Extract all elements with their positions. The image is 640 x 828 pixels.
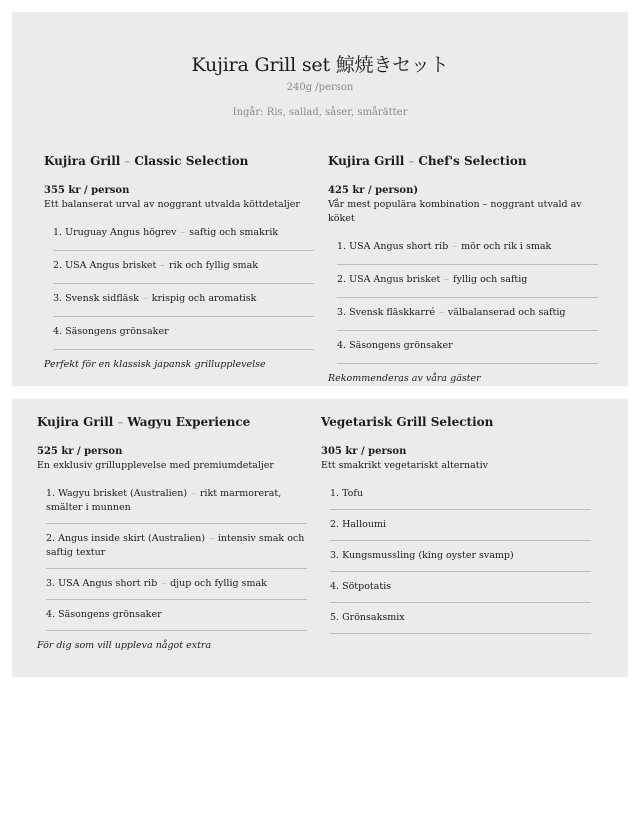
dish-item — [330, 479, 591, 510]
included-sides: Ingår: Ris, sallad, såser, smårätter — [232, 107, 408, 118]
dish-note: krispig och aromatisk — [151, 293, 257, 304]
dish-item — [330, 541, 591, 572]
section-footer-note: Rekommenderas av våra gäster — [328, 373, 481, 384]
page-title: Kujira Grill set 鯨焼きセット — [191, 54, 449, 76]
dish-name: 1. USA Angus short rib — [337, 241, 449, 252]
dish-separator: – — [161, 578, 167, 589]
section-description: Ett balanserat urval av noggrant utvalda köttdetaljer — [44, 199, 300, 210]
dish-list — [321, 479, 591, 634]
section-price: 355 kr / person — [44, 185, 130, 196]
dish-name: 3. Kungsmussling (king oyster svamp) — [330, 550, 514, 561]
dish-note: mör och rik i smak — [461, 241, 552, 252]
dish-name: 1. Wagyu brisket (Australien) — [46, 488, 188, 499]
dish-separator: – — [439, 307, 444, 318]
section-footer-note: Perfekt för en klassisk japansk grillupplevelse — [44, 359, 266, 370]
dish-note: rik och fyllig smak — [169, 260, 258, 271]
section-name: Kujira Grill — [44, 154, 121, 168]
section-description: Vår mest populära kombination – noggrant utvald av köket — [328, 199, 582, 224]
section-price: 305 kr / person — [321, 446, 407, 457]
section-price: 525 kr / person — [37, 446, 123, 457]
title-separator: – — [117, 415, 124, 429]
dish-list — [44, 218, 314, 350]
menu-section — [321, 411, 591, 634]
section-subtitle: Chef's Selection — [418, 154, 527, 168]
dish-note: rikt marmorerat, smälter i munnen — [46, 488, 282, 513]
section-title — [37, 411, 307, 433]
menu-section — [328, 150, 598, 386]
section-name: Kujira Grill — [328, 154, 405, 168]
menu-section — [44, 150, 314, 372]
dish-separator: – — [444, 274, 450, 285]
dish-name: 5. Grönsaksmix — [330, 612, 405, 623]
dish-separator: – — [142, 293, 148, 304]
dish-name: 4. Säsongens grönsaker — [53, 326, 169, 337]
section-subtitle: Classic Selection — [134, 154, 249, 168]
dish-list — [37, 479, 307, 631]
section-footer-note: För dig som vill uppleva något extra — [37, 640, 212, 651]
dish-item — [337, 298, 598, 331]
section-title — [321, 411, 591, 433]
dish-name: 3. Svensk sidfläsk — [53, 293, 139, 304]
dish-name: 2. USA Angus brisket — [337, 274, 441, 285]
section-name: Kujira Grill — [37, 415, 114, 429]
dish-item — [53, 284, 314, 317]
dish-item — [330, 572, 591, 603]
dish-item — [337, 331, 598, 364]
section-title — [44, 150, 314, 172]
dish-separator: – — [209, 533, 214, 544]
dish-note: välbalanserad och saftig — [447, 307, 566, 318]
dish-item — [53, 251, 314, 284]
dish-separator: – — [191, 488, 196, 499]
portion-weight: 240g /person — [286, 82, 354, 93]
dish-name: 3. USA Angus short rib — [46, 578, 158, 589]
section-price: 425 kr / person) — [328, 185, 419, 196]
menu-section — [37, 411, 307, 653]
dish-name: 1. Tofu — [330, 488, 364, 499]
dish-separator: – — [160, 260, 166, 271]
dish-name: 2. Halloumi — [330, 519, 386, 530]
dish-name: 4. Säsongens grönsaker — [337, 340, 453, 351]
dish-note: djup och fyllig smak — [170, 578, 267, 589]
dish-item — [337, 265, 598, 298]
dish-name: 1. Uruguay Angus högrev — [53, 227, 177, 238]
section-subtitle: Wagyu Experience — [127, 415, 251, 429]
dish-item — [46, 569, 307, 600]
dish-item — [46, 479, 307, 524]
dish-name: 3. Svensk fläskkarré — [337, 307, 436, 318]
dish-note: saftig och smakrik — [189, 227, 279, 238]
dish-note: fyllig och saftig — [453, 274, 528, 285]
section-description: Ett smakrikt vegetariskt alternativ — [321, 460, 488, 471]
dish-name: 4. Sötpotatis — [330, 581, 392, 592]
dish-item — [53, 317, 314, 350]
dish-separator: – — [452, 241, 458, 252]
dish-item — [46, 600, 307, 631]
section-name: Vegetarisk Grill Selection — [321, 415, 494, 429]
section-title — [328, 150, 598, 172]
dish-name: 2. USA Angus brisket — [53, 260, 157, 271]
section-description: En exklusiv grillupplevelse med premiumdetaljer — [37, 460, 274, 471]
title-separator: – — [124, 154, 131, 168]
dish-note: intensiv smak och saftig textur — [46, 533, 305, 558]
dish-item — [46, 524, 307, 569]
dish-separator: – — [180, 227, 186, 238]
dish-item — [337, 232, 598, 265]
dish-name: 4. Säsongens grönsaker — [46, 609, 162, 620]
title-separator: – — [408, 154, 415, 168]
dish-item — [330, 510, 591, 541]
dish-name: 2. Angus inside skirt (Australien) — [46, 533, 206, 544]
dish-item — [53, 218, 314, 251]
dish-item — [330, 603, 591, 634]
dish-list — [328, 232, 598, 364]
